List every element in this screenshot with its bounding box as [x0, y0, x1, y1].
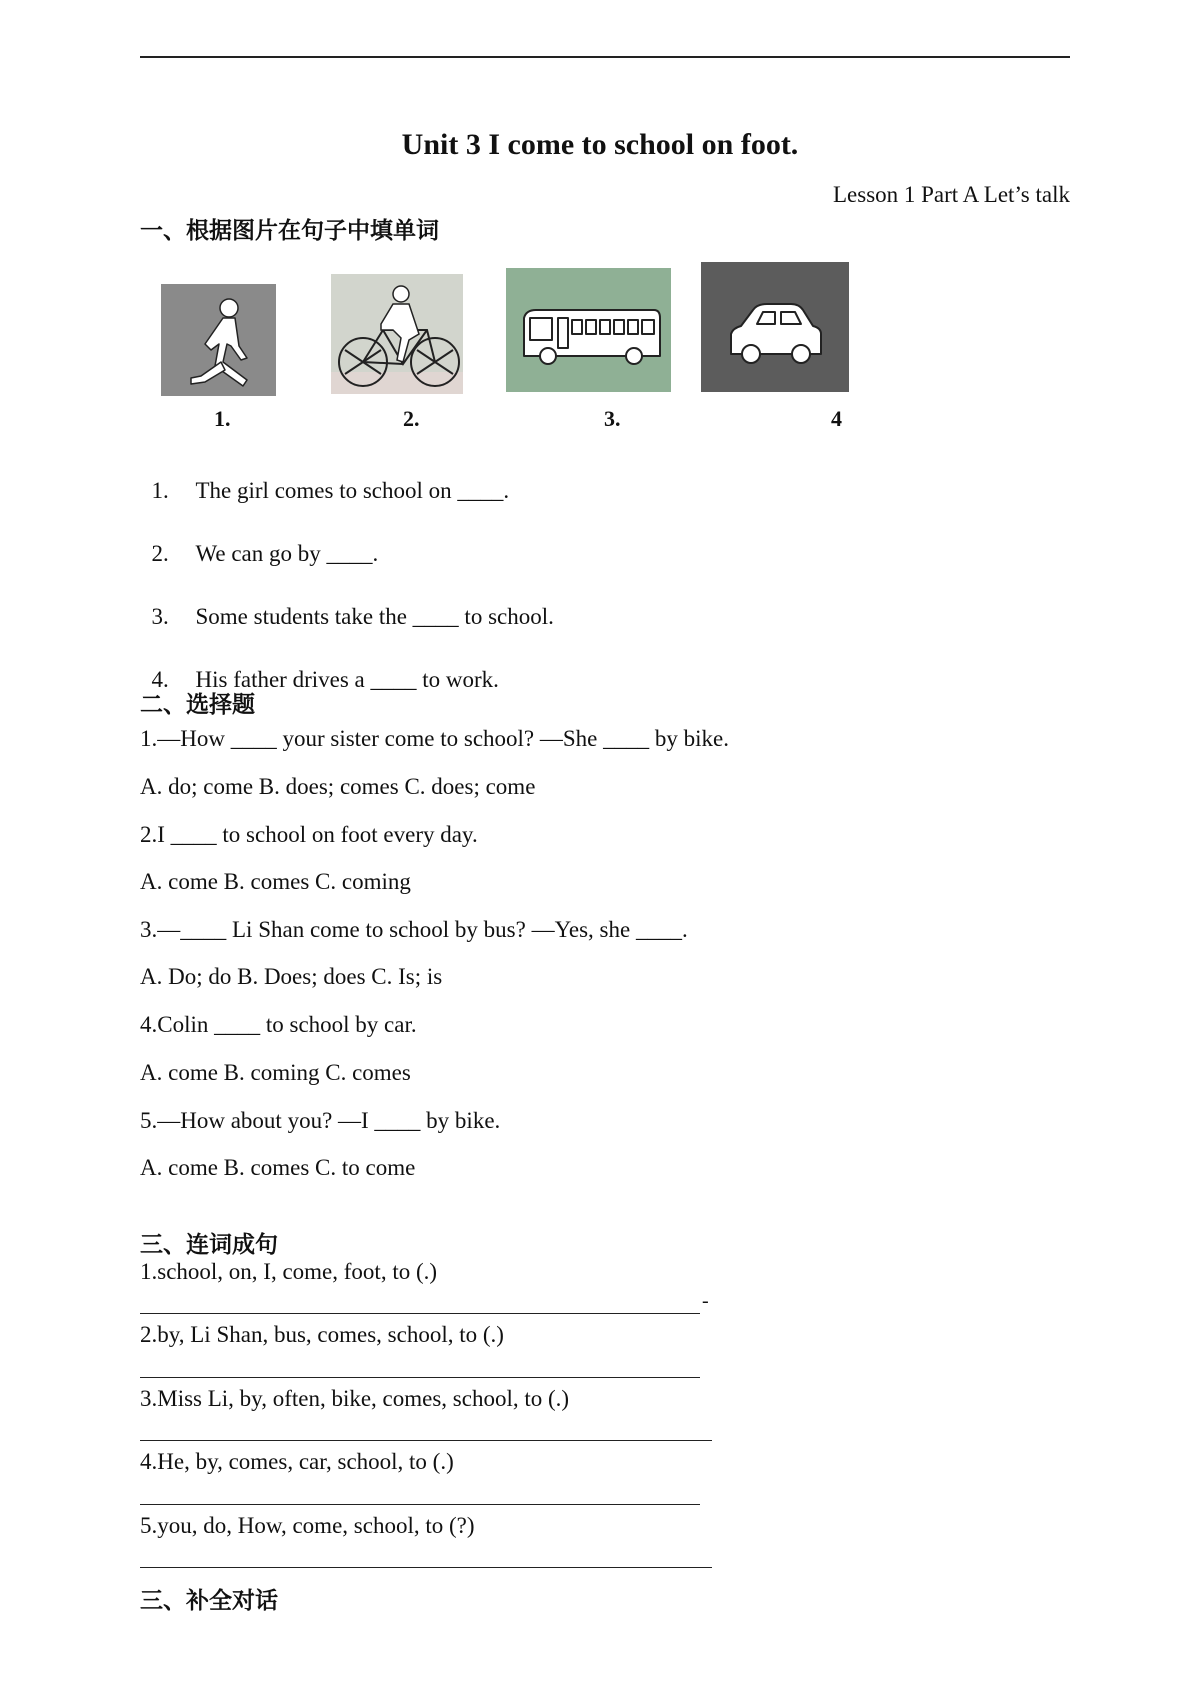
section1-heading: 一、根据图片在句子中填单词	[140, 218, 439, 244]
section3-heading: 三、连词成句	[140, 1232, 278, 1258]
scramble-item: 2.by, Li Shan, bus, comes, school, to (.)	[140, 1322, 504, 1347]
picture-number: 3.	[604, 406, 621, 431]
question-text: 2.I ____ to school on foot every day.	[140, 822, 478, 847]
bus-icon	[506, 268, 671, 392]
question-options: A. come B. comes C. to come	[140, 1155, 416, 1180]
question-text: 3.—____ Li Shan come to school by bus? —Yes, she ____.	[140, 917, 688, 942]
question-options: A. Do; do B. Does; does C. Is; is	[140, 964, 443, 989]
walking-person-icon	[161, 284, 276, 396]
question-options: A. come B. coming C. comes	[140, 1060, 411, 1085]
fill-item: 1. The girl comes to school on ____.	[151, 478, 510, 503]
picture-number: 2.	[403, 406, 420, 431]
car-icon	[701, 262, 849, 392]
fill-item: 2. We can go by ____.	[151, 541, 379, 566]
question-text: 5.—How about you? —I ____ by bike.	[140, 1108, 501, 1133]
answer-line	[140, 1504, 700, 1505]
stray-dash: -	[702, 1290, 709, 1312]
question-text: 4.Colin ____ to school by car.	[140, 1012, 417, 1037]
question-options: A. come B. comes C. coming	[140, 869, 411, 894]
page-title: Unit 3 I come to school on foot.	[401, 128, 799, 161]
scramble-item: 1.school, on, I, come, foot, to (.)	[140, 1259, 438, 1284]
scramble-item: 3.Miss Li, by, often, bike, comes, school, to (.)	[140, 1386, 570, 1411]
answer-line	[140, 1440, 712, 1441]
section4-heading: 三、补全对话	[140, 1588, 278, 1614]
picture-number: 4	[831, 406, 842, 431]
question-options: A. do; come B. does; comes C. does; come	[140, 774, 536, 799]
answer-line	[140, 1377, 700, 1378]
fill-item: 3. Some students take the ____ to school.	[151, 604, 554, 629]
section2-heading: 二、选择题	[140, 692, 255, 718]
scramble-item: 5.you, do, How, come, school, to (?)	[140, 1513, 475, 1538]
header-rule	[140, 56, 1070, 58]
answer-line	[140, 1313, 700, 1314]
lesson-subtitle: Lesson 1 Part A Let’s talk	[832, 182, 1070, 207]
answer-line	[140, 1567, 712, 1568]
scramble-item: 4.He, by, comes, car, school, to (.)	[140, 1449, 454, 1474]
picture-number: 1.	[214, 406, 231, 431]
question-text: 1.—How ____ your sister come to school? —She ____ by bike.	[140, 726, 729, 751]
cyclist-icon	[331, 274, 463, 394]
fill-item: 4. His father drives a ____ to work.	[151, 667, 499, 692]
